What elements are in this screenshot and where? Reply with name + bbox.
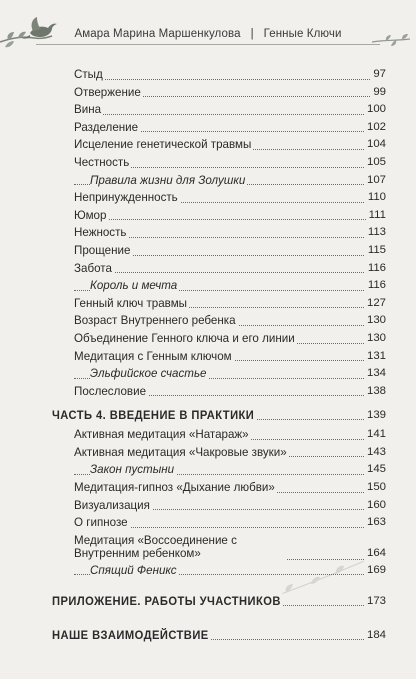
toc-entry-label: Король и мечта — [90, 277, 179, 295]
toc-entry-page: 100 — [364, 101, 386, 119]
toc-entry-label: О гипнозе — [74, 514, 130, 532]
toc-entry-label: Послесловие — [74, 383, 148, 401]
toc-entry-page: 127 — [364, 295, 386, 313]
toc-entry[interactable] — [52, 189, 386, 207]
leader-dots — [74, 79, 386, 80]
toc-entry-label: Нежность — [74, 224, 128, 242]
toc-entry[interactable] — [52, 224, 386, 242]
toc-entry-page: 111 — [366, 207, 386, 225]
toc-entry[interactable] — [52, 312, 386, 330]
toc-entry-page: 107 — [364, 172, 386, 190]
interaction-heading-label: НАШЕ ВЗАИМОДЕЙСТВИЕ — [52, 623, 210, 647]
toc-subentry[interactable] — [52, 365, 386, 383]
toc-entry-label: Визуализация — [74, 497, 152, 515]
toc-entry[interactable] — [52, 348, 386, 366]
toc-entry-page: 102 — [364, 119, 386, 137]
toc-entry-page: 104 — [364, 136, 386, 154]
toc-entry-page: 116 — [365, 277, 386, 295]
leader-dots — [74, 114, 386, 115]
toc-entry[interactable] — [52, 479, 386, 497]
toc-entry[interactable] — [52, 444, 386, 462]
toc-entry-page: 113 — [365, 224, 386, 242]
toc-entry-label: Разделение — [74, 119, 140, 137]
toc-entry-label: Отвержение — [74, 84, 143, 102]
toc-subentry[interactable] — [52, 461, 386, 479]
toc-entry-page: 130 — [364, 312, 386, 330]
header-rule — [36, 44, 380, 45]
toc-entry[interactable] — [52, 207, 386, 225]
header-author: Амара Марина Маршенкулова — [74, 28, 241, 40]
toc-entry-label: Закон пустыни — [90, 461, 176, 479]
header-separator: | — [250, 28, 254, 40]
toc-entry-label: Активная медитация «Чакровые звуки» — [74, 444, 289, 462]
toc-entry[interactable] — [52, 154, 386, 172]
toc-entry-page: 138 — [364, 383, 386, 401]
toc-entry-page: 99 — [370, 84, 386, 102]
toc-entry-label: Возраст Внутреннего ребенка — [74, 312, 238, 330]
vine-ornament-icon — [372, 30, 412, 50]
toc-entry-page: 116 — [365, 260, 386, 278]
toc-entry-page: 141 — [364, 426, 386, 444]
toc-entry-label: Честность — [74, 154, 131, 172]
toc-entry-page: 134 — [364, 365, 386, 383]
toc-entry-label: Активная медитация «Натараж» — [74, 426, 251, 444]
toc-entry-page: 143 — [364, 444, 386, 462]
toc-entry[interactable] — [52, 260, 386, 278]
toc-entry-page: 160 — [364, 497, 386, 515]
toc-entry-label: Объединение Генного ключа и его линии — [74, 330, 297, 348]
toc-part-heading[interactable] — [52, 404, 386, 426]
toc-entry-page: 145 — [364, 461, 386, 479]
toc-entry[interactable] — [52, 330, 386, 348]
toc-entry-page: 105 — [364, 154, 386, 172]
toc-entry[interactable] — [52, 84, 386, 102]
toc-entry-label: Юмор — [74, 207, 108, 225]
toc-entry[interactable] — [52, 242, 386, 260]
appendix-heading-page: 173 — [364, 589, 386, 613]
leader-dots — [74, 272, 386, 273]
toc-entry[interactable] — [52, 119, 386, 137]
toc-interaction-heading[interactable] — [52, 623, 386, 647]
leader-dots — [74, 219, 386, 220]
toc-entry-page: 130 — [364, 330, 386, 348]
toc-entry[interactable] — [52, 426, 386, 444]
toc-entry[interactable] — [52, 101, 386, 119]
toc-entry-label: Медитация «Воссоединение с Внутренним ребенком» — [74, 534, 286, 561]
toc-entry-label: Медитация с Генным ключом — [74, 348, 234, 366]
part-heading-label: ЧАСТЬ 4. ВВЕДЕНИЕ В ПРАКТИКИ — [52, 404, 256, 426]
toc-entry-page: 150 — [364, 479, 386, 497]
toc-entry-label: Забота — [74, 260, 114, 278]
toc-entry[interactable] — [52, 136, 386, 154]
running-header — [0, 0, 416, 48]
toc-entry-page: 115 — [365, 242, 386, 260]
toc-entry-label: Медитация-гипноз «Дыхание любви» — [74, 479, 277, 497]
toc-entry-label: Правила жизни для Золушки — [90, 172, 247, 190]
toc-entry[interactable] — [52, 295, 386, 313]
toc-entry-label: Вина — [74, 101, 103, 119]
toc-entry-page: 169 — [364, 562, 386, 580]
toc-entry-label: Прощение — [74, 242, 132, 260]
toc-entry[interactable] — [52, 514, 386, 532]
toc-entry-page: 163 — [364, 514, 386, 532]
toc-entry-label: Генный ключ травмы — [74, 295, 189, 313]
part-heading-page: 139 — [364, 404, 386, 426]
toc-entry-label: Непринужденность — [74, 189, 180, 207]
toc-entry-label: Стыд — [74, 66, 105, 84]
interaction-heading-page: 184 — [364, 623, 386, 647]
header-text — [0, 28, 416, 40]
toc-entry-page: 131 — [364, 348, 386, 366]
appendix-heading-label: ПРИЛОЖЕНИЕ. РАБОТЫ УЧАСТНИКОВ — [52, 589, 283, 613]
toc-entry-page: 110 — [365, 189, 386, 207]
header-book-title: Генные Ключи — [263, 28, 342, 40]
toc-entry[interactable] — [52, 66, 386, 84]
toc-entry[interactable] — [52, 497, 386, 515]
toc-subentry[interactable] — [52, 172, 386, 190]
toc-entry-label: Эльфийское счастье — [90, 365, 209, 383]
toc-entry-page: 97 — [370, 66, 386, 84]
toc-entry-label: Спящий Феникс — [90, 562, 179, 580]
toc-entry-page: 164 — [364, 545, 386, 563]
toc-entry[interactable] — [52, 383, 386, 401]
toc-subentry[interactable] — [52, 277, 386, 295]
toc-entry-label: Исцеление генетической травмы — [74, 136, 253, 154]
